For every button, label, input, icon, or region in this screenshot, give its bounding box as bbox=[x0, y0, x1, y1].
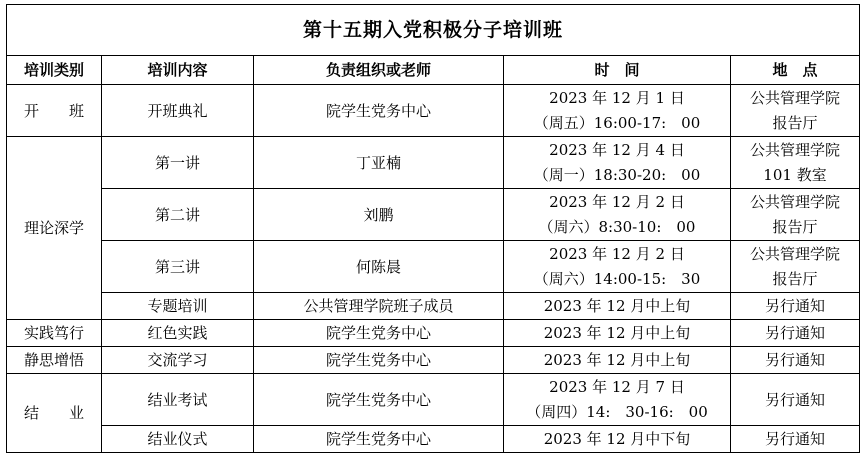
place-line: 101 教室 bbox=[763, 165, 827, 184]
header-row bbox=[7, 56, 860, 85]
organizer-cell: 刘鹏 bbox=[254, 189, 504, 241]
place-line: 报告厅 bbox=[772, 217, 818, 236]
content-cell: 第一讲 bbox=[102, 137, 254, 189]
time-line: 2023 年 12 月 1 日 bbox=[549, 88, 685, 107]
table-row bbox=[7, 137, 860, 189]
time-cell bbox=[504, 189, 731, 241]
content-cell: 结业考试 bbox=[102, 374, 254, 426]
time-cell: 2023 年 12 月中上旬 bbox=[504, 293, 731, 320]
organizer-cell: 公共管理学院班子成员 bbox=[254, 293, 504, 320]
time-line: 2023 年 12 月 7 日 bbox=[549, 377, 685, 396]
category-cell: 静思增悟 bbox=[7, 347, 102, 374]
time-line: 2023 年 12 月 4 日 bbox=[549, 140, 685, 159]
time-line: （周六）14:00-15: 30 bbox=[533, 269, 701, 288]
content-cell: 开班典礼 bbox=[102, 85, 254, 137]
place-cell: 另行通知 bbox=[731, 426, 860, 453]
organizer-cell: 院学生党务中心 bbox=[254, 374, 504, 426]
time-cell bbox=[504, 137, 731, 189]
content-cell: 交流学习 bbox=[102, 347, 254, 374]
category-cell: 开 班 bbox=[7, 85, 102, 137]
category-cell: 理论深学 bbox=[7, 137, 102, 320]
place-line: 公共管理学院 bbox=[749, 88, 840, 107]
place-line: 报告厅 bbox=[772, 269, 818, 288]
content-cell: 红色实践 bbox=[102, 320, 254, 347]
organizer-cell: 院学生党务中心 bbox=[254, 426, 504, 453]
time-cell bbox=[504, 241, 731, 293]
place-cell bbox=[731, 137, 860, 189]
organizer-cell: 何陈晨 bbox=[254, 241, 504, 293]
table-title: 第十五期入党积极分子培训班 bbox=[7, 5, 860, 56]
time-cell bbox=[504, 374, 731, 426]
time-cell: 2023 年 12 月中上旬 bbox=[504, 347, 731, 374]
table-row bbox=[7, 347, 860, 374]
content-cell: 第二讲 bbox=[102, 189, 254, 241]
time-cell: 2023 年 12 月中上旬 bbox=[504, 320, 731, 347]
place-cell: 另行通知 bbox=[731, 347, 860, 374]
table-row bbox=[7, 189, 860, 241]
time-line: （周一）18:30-20: 00 bbox=[533, 165, 701, 184]
place-cell: 另行通知 bbox=[731, 293, 860, 320]
place-line: 报告厅 bbox=[772, 113, 818, 132]
organizer-cell: 丁亚楠 bbox=[254, 137, 504, 189]
table-row bbox=[7, 293, 860, 320]
table-row bbox=[7, 374, 860, 426]
content-cell: 专题培训 bbox=[102, 293, 254, 320]
time-line: （周五）16:00-17: 00 bbox=[533, 113, 701, 132]
place-line: 公共管理学院 bbox=[749, 192, 840, 211]
category-cell: 结 业 bbox=[7, 374, 102, 453]
time-line: 2023 年 12 月 2 日 bbox=[549, 192, 685, 211]
time-line: （周四）14: 30-16: 00 bbox=[526, 402, 708, 421]
table-row bbox=[7, 320, 860, 347]
place-cell bbox=[731, 241, 860, 293]
schedule-table bbox=[6, 4, 860, 453]
place-line: 公共管理学院 bbox=[749, 140, 840, 159]
organizer-cell: 院学生党务中心 bbox=[254, 320, 504, 347]
time-cell: 2023 年 12 月中下旬 bbox=[504, 426, 731, 453]
place-cell: 另行通知 bbox=[731, 374, 860, 426]
header-time: 时 间 bbox=[504, 56, 731, 85]
header-category: 培训类别 bbox=[7, 56, 102, 85]
category-cell: 实践笃行 bbox=[7, 320, 102, 347]
content-cell: 第三讲 bbox=[102, 241, 254, 293]
schedule-sheet bbox=[6, 4, 859, 456]
place-cell: 另行通知 bbox=[731, 320, 860, 347]
table-row bbox=[7, 241, 860, 293]
time-line: （周六）8:30-10: 00 bbox=[538, 217, 696, 236]
content-cell: 结业仪式 bbox=[102, 426, 254, 453]
place-cell bbox=[731, 85, 860, 137]
place-cell bbox=[731, 189, 860, 241]
header-organizer: 负责组织或老师 bbox=[254, 56, 504, 85]
header-place: 地 点 bbox=[731, 56, 860, 85]
organizer-cell: 院学生党务中心 bbox=[254, 85, 504, 137]
time-cell bbox=[504, 85, 731, 137]
header-content: 培训内容 bbox=[102, 56, 254, 85]
table-row bbox=[7, 85, 860, 137]
time-line: 2023 年 12 月 2 日 bbox=[549, 244, 685, 263]
place-line: 公共管理学院 bbox=[749, 244, 840, 263]
organizer-cell: 院学生党务中心 bbox=[254, 347, 504, 374]
table-row bbox=[7, 426, 860, 453]
